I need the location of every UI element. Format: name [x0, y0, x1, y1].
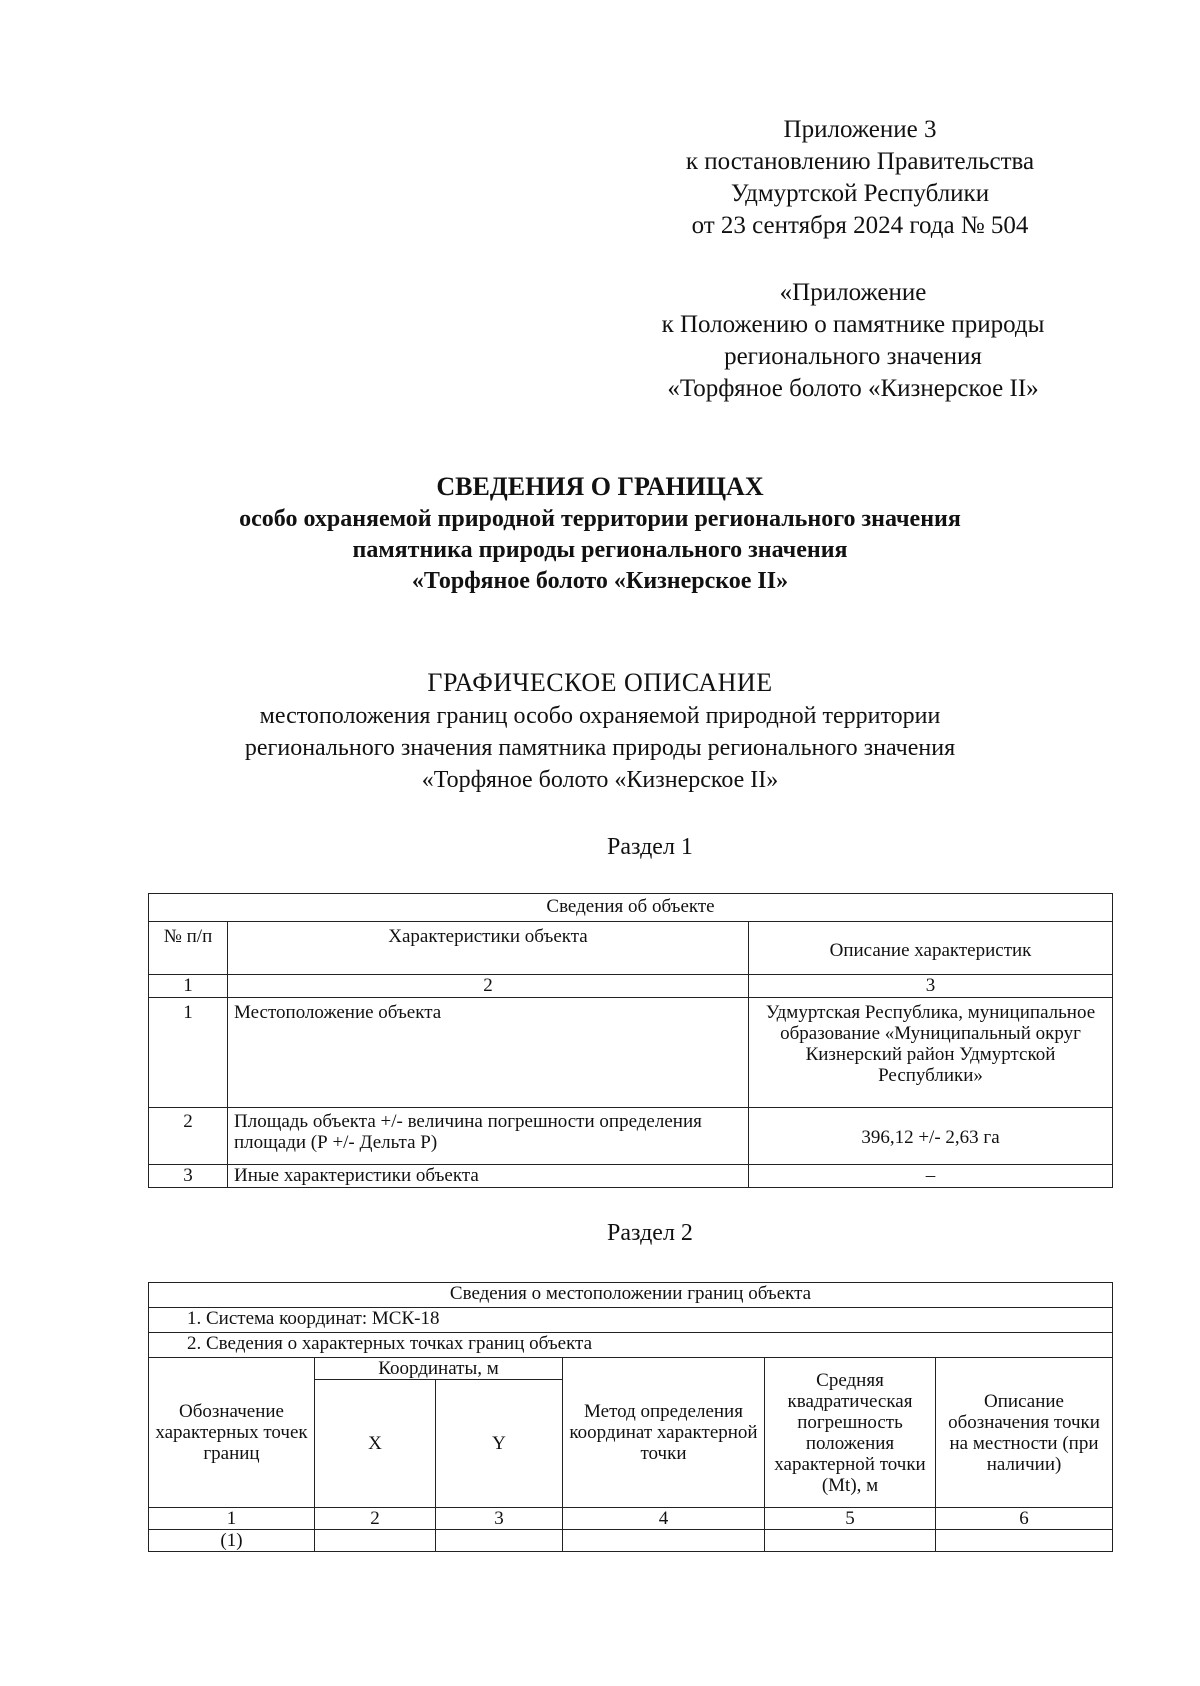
row-number: 2: [149, 1108, 228, 1165]
column-number: 3: [749, 975, 1113, 998]
section-2-title: Раздел 2: [607, 1220, 693, 1246]
column-header-y: Y: [436, 1380, 563, 1508]
row-description: Удмуртская Республика, муниципальное образование «Муниципальный округ Кизнерский район Удмуртской Республики»: [749, 998, 1113, 1108]
column-number: 1: [149, 975, 228, 998]
annex2-line: «Торфяное болото «Кизнерское II»: [667, 375, 1039, 402]
column-header-no: № п/п: [149, 922, 228, 975]
point-designation: (1): [149, 1530, 315, 1552]
row-characteristic: Местоположение объекта: [228, 998, 749, 1108]
graphic-line: «Торфяное болото «Кизнерское II»: [421, 767, 779, 793]
empty-cell: [936, 1530, 1113, 1552]
title-line: особо охраняемой природной территории регионального значения: [239, 506, 961, 532]
annex2-line: «Приложение: [779, 279, 927, 306]
column-number: 4: [563, 1508, 765, 1530]
column-header-coordinates: Координаты, м: [315, 1358, 563, 1380]
document-title: [150, 470, 1050, 597]
row-description: –: [749, 1165, 1113, 1188]
annex2-line: регионального значения: [724, 343, 982, 370]
graphic-line: местоположения границ особо охраняемой природной территории: [259, 703, 941, 729]
column-header-characteristics: Характеристики объекта: [228, 922, 749, 975]
column-number: 2: [315, 1508, 436, 1530]
title-line: СВЕДЕНИЯ О ГРАНИЦАХ: [436, 472, 764, 501]
row-description: 396,12 +/- 2,63 га: [749, 1108, 1113, 1165]
row-characteristic: Иные характеристики объекта: [228, 1165, 749, 1188]
graphic-description-heading: [150, 666, 1050, 796]
row-number: 3: [149, 1165, 228, 1188]
column-number: 1: [149, 1508, 315, 1530]
table-caption: Сведения о местоположении границ объекта: [149, 1283, 1113, 1308]
annex-appendix-header: [618, 277, 1088, 405]
annex-header: [640, 114, 1080, 242]
annex-line: Удмуртской Республики: [730, 180, 990, 207]
annex-line: Приложение 3: [783, 116, 937, 143]
object-info-table: [148, 893, 1113, 1188]
title-line: памятника природы регионального значения: [352, 537, 848, 563]
row-characteristic: Площадь объекта +/- величина погрешности определения площади (Р +/- Дельта Р): [228, 1108, 749, 1165]
table-row: [149, 1165, 1113, 1188]
column-number: 5: [765, 1508, 936, 1530]
column-number: 2: [228, 975, 749, 998]
row-number: 1: [149, 998, 228, 1108]
column-header-error: Средняя квадратическая погрешность положения характерной точки (Mt), м: [765, 1358, 936, 1508]
graphic-line: ГРАФИЧЕСКОЕ ОПИСАНИЕ: [427, 668, 773, 697]
graphic-line: регионального значения памятника природы регионального значения: [244, 735, 956, 761]
column-number: 6: [936, 1508, 1113, 1530]
column-header-point-description: Описание обозначения точки на местности (при наличии): [936, 1358, 1113, 1508]
annex-line: от 23 сентября 2024 года № 504: [691, 212, 1029, 239]
table-row: [149, 998, 1113, 1108]
annex2-line: к Положению о памятнике природы: [661, 311, 1045, 338]
empty-cell: [563, 1530, 765, 1552]
column-header-designation: Обозначение характерных точек границ: [149, 1358, 315, 1508]
boundary-points-table: [148, 1282, 1113, 1552]
annex-line: к постановлению Правительства: [685, 148, 1035, 175]
column-header-method: Метод определения координат характерной точки: [563, 1358, 765, 1508]
table-caption: Сведения об объекте: [149, 894, 1113, 922]
column-header-x: X: [315, 1380, 436, 1508]
table-row: [149, 1108, 1113, 1165]
table-row: [149, 1530, 1113, 1552]
empty-cell: [765, 1530, 936, 1552]
coordinate-system: 1. Система координат: МСК-18: [149, 1308, 1113, 1333]
empty-cell: [436, 1530, 563, 1552]
column-header-description: Описание характеристик: [749, 922, 1113, 975]
column-number: 3: [436, 1508, 563, 1530]
section-1-title: Раздел 1: [607, 834, 693, 860]
points-caption: 2. Сведения о характерных точках границ объекта: [149, 1333, 1113, 1358]
empty-cell: [315, 1530, 436, 1552]
title-line: «Торфяное болото «Кизнерское II»: [411, 568, 789, 594]
